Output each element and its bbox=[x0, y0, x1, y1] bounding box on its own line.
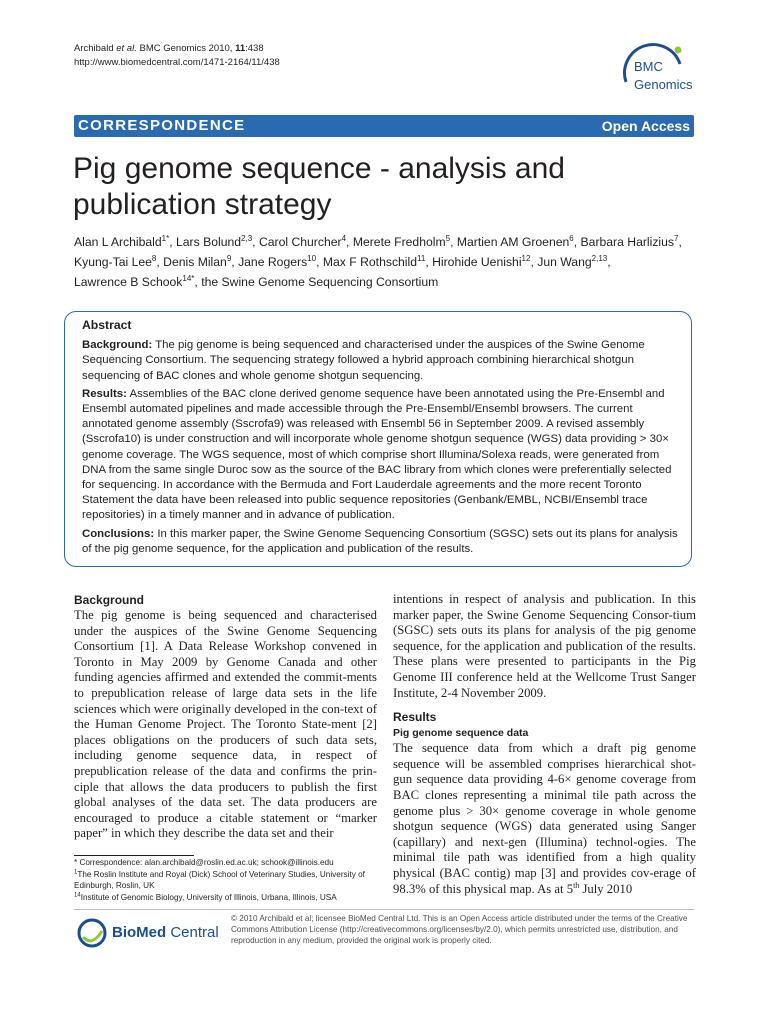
author-affiliation-marker: 9 bbox=[226, 253, 232, 263]
citation-volume: 11 bbox=[235, 43, 246, 54]
article-type-banner bbox=[74, 115, 694, 137]
author-name: Carol Churcher bbox=[258, 235, 342, 249]
author-separator: , bbox=[194, 275, 202, 289]
author-name: Merete Fredholm bbox=[352, 235, 446, 249]
citation-line bbox=[74, 42, 280, 56]
author-name: the Swine Genome Sequencing Consortium bbox=[201, 275, 439, 289]
affiliation-footnote-1: $^1$The Roslin Institute and Royal (Dick) School of Veterinary Studies, University of Edinburgh, Roslin, UK bbox=[74, 868, 365, 890]
affiliation-footnote-14: $^{14}$Institute of Genomic Biology, University of Illinois, Urbana, Illinois, USA bbox=[74, 891, 337, 902]
author-name: Jane Rogers bbox=[238, 255, 308, 269]
background-paragraph-continued: intentions in respect of analysis and publication. In this marker paper, the Swine Genome Sequencing Consor-tium (SGSC) sets outs its plans for analysis of the pig genome sequence, for the application and publication of the results. These plans were presented to participants in the Pig Genome III conference held at the Wellcome Trust Sanger Institute, 2-4 November 2009. bbox=[393, 592, 696, 700]
author-list bbox=[74, 232, 694, 292]
author-name: Martien AM Groenen bbox=[456, 235, 570, 249]
journal-logo-line2: Genomics bbox=[634, 77, 693, 92]
author-separator: , bbox=[169, 235, 176, 249]
author-separator: , bbox=[425, 255, 433, 269]
correspondence-footnote: * Correspondence: alan.archibald@roslin.ed.ac.uk; schook@illinois.edu bbox=[74, 858, 334, 867]
author-separator: , bbox=[252, 235, 259, 249]
license-text: © 2010 Archibald et al; licensee BioMed Central Ltd. This is an Open Access article distributed under the terms of the Creative Commons Attribution License (http://creativecommons.org/licenses/by/2.0), which permits unrestricted use, distribution, and reproduction in any medium, provided the original work is properly cited. bbox=[231, 914, 688, 945]
abstract-results: Results: Assemblies of the BAC clone derived genome sequence have been annotated using the Pre-Ensembl and Ensembl automated pipelines and made accessible through the Pre-Ensembl/Ensembl browsers. The current annotated genome assembly (Sscrofa9) was released with Ensembl 56 in September 2009. A revised assembly (Sscrofa10) is under construction and will incorporate whole genome shotgun sequence (WGS) data providing > 30× genome coverage. The WGS sequence, most of which comprise short Illumina/Solexa reads, were generated from DNA from the same single Duroc sow as the source of the BAC library from which clones were preferentially selected for sequencing. In accordance with the Bermuda and Fort Lauderdale agreements and the more recent Toronto Statement the data have been released into public sequence repositories (Genbank/EMBL, NCBI/Ensembl trace repositories) in a timely manner and in advance of publication. bbox=[82, 387, 672, 522]
author-name: Lawrence B Schook bbox=[74, 275, 183, 289]
author-affiliation-marker: 14* bbox=[182, 273, 195, 283]
logo-dot-icon bbox=[675, 47, 682, 54]
author-name: Barbara Harlizius bbox=[580, 235, 675, 249]
author-affiliation-marker: 10 bbox=[307, 253, 317, 263]
author-separator: , bbox=[156, 255, 164, 269]
results-subheading: Pig genome sequence data bbox=[393, 727, 529, 740]
body-column-left bbox=[74, 592, 377, 842]
abstract-heading: Abstract bbox=[82, 318, 132, 332]
author-name: Jun Wang bbox=[537, 255, 592, 269]
author-separator: , bbox=[231, 255, 239, 269]
citation-author: Archibald bbox=[74, 43, 117, 54]
open-access-label: Open Access bbox=[601, 118, 690, 134]
body-column-right bbox=[393, 592, 696, 897]
author-separator: , bbox=[530, 255, 538, 269]
author-name: Denis Milan bbox=[163, 255, 227, 269]
author-separator: , bbox=[316, 255, 323, 269]
author-separator: , bbox=[573, 235, 581, 249]
author-separator: , bbox=[450, 235, 457, 249]
author-affiliation-marker: 8 bbox=[151, 253, 157, 263]
author-affiliation-marker: 7 bbox=[674, 233, 679, 243]
article-type-label: CORRESPONDENCE bbox=[78, 117, 246, 134]
logo-swoosh-icon bbox=[83, 931, 102, 941]
author-affiliation-marker: 4 bbox=[341, 233, 347, 243]
author-affiliation-marker: 12 bbox=[521, 253, 531, 263]
author-name: Alan L Archibald bbox=[74, 235, 162, 249]
author-affiliation-marker: 5 bbox=[445, 233, 451, 243]
background-paragraph: The pig genome is being sequenced and characterised under the auspices of the Swine Genome Sequencing Consortium [1]. A Data Release Workshop convened in Toronto in May 2009 by Genome Canada and other funding agencies affirmed and extended the commit-ments to prepublication release of large data sets in the life sciences which were originally developed in the con-text of the Human Genome Project. The Toronto State-ment [2] places obligations on the producers of such data sets, including genome sequence data, in respect of prepublication release of the data and confirms the prin-ciple that allows the data producers to publish the first global analyses of the data set. The data producers are encouraged to produce a citable statement or “marker paper” in which they describe the data set and their bbox=[74, 608, 377, 841]
author-name: Hirohide Uenishi bbox=[432, 255, 522, 269]
author-affiliation-marker: 2,13 bbox=[591, 253, 608, 263]
abstract-conclusions: Conclusions: In this marker paper, the Swine Genome Sequencing Consortium (SGSC) sets out its plans for analysis of the pig genome sequence, for the application and publication of the results. bbox=[82, 527, 678, 555]
abstract-box bbox=[64, 311, 692, 567]
author-separator: , bbox=[607, 255, 611, 269]
journal-logo-line1: BMC bbox=[634, 59, 663, 74]
footnotes bbox=[74, 857, 374, 903]
author-name: Max F Rothschild bbox=[322, 255, 418, 269]
citation-journal: BMC Genomics 2010, bbox=[136, 43, 236, 54]
author-name: Lars Bolund bbox=[175, 235, 242, 249]
author-affiliation-marker: 1* bbox=[161, 233, 170, 243]
citation-etal: et al. bbox=[116, 43, 137, 54]
citation-url[interactable]: http://www.biomedcentral.com/1471-2164/11/438 bbox=[74, 57, 280, 68]
author-affiliation-marker: 6 bbox=[569, 233, 574, 243]
footer-divider bbox=[74, 909, 694, 910]
citation-page: :438 bbox=[245, 43, 264, 54]
biomed-central-wordmark: BioMed Central bbox=[112, 924, 219, 941]
background-heading: Background bbox=[74, 593, 145, 607]
results-heading: Results bbox=[393, 710, 437, 725]
author-affiliation-marker: 2,3 bbox=[241, 233, 253, 243]
results-paragraph: The sequence data from which a draft pig genome sequence will be assembled comprises hierarchical shot-gun sequence data providing 4-6× genome coverage from BAC clones representing a minimal tile path across the genome plus > 30× genome coverage in whole genome shotgun sequence (WGS) data generated using Sanger (capillary) and next-gen (Illumina) technol-ogies. The minimal tile path was identified from a high quality physical (BAC contig) map [3] and provides cov-erage of 98.3% of this physical map. As at 5th July 2010 bbox=[393, 741, 696, 896]
citation-block bbox=[74, 42, 280, 70]
article-title: Pig genome sequence - analysis and publication strategy bbox=[73, 152, 565, 221]
author-separator: , bbox=[678, 235, 682, 249]
author-affiliation-marker: 11 bbox=[417, 253, 426, 263]
abstract-background: Background: The pig genome is being sequenced and characterised under the auspices of the Swine Genome Sequencing Consortium. The sequencing strategy followed a hybrid approach combining hierarchical shotgun sequencing of BAC clones and whole genome shotgun sequencing. bbox=[82, 339, 645, 382]
author-name: Kyung-Tai Lee bbox=[74, 255, 152, 269]
footnote-divider bbox=[74, 855, 194, 856]
author-separator: , bbox=[346, 235, 353, 249]
